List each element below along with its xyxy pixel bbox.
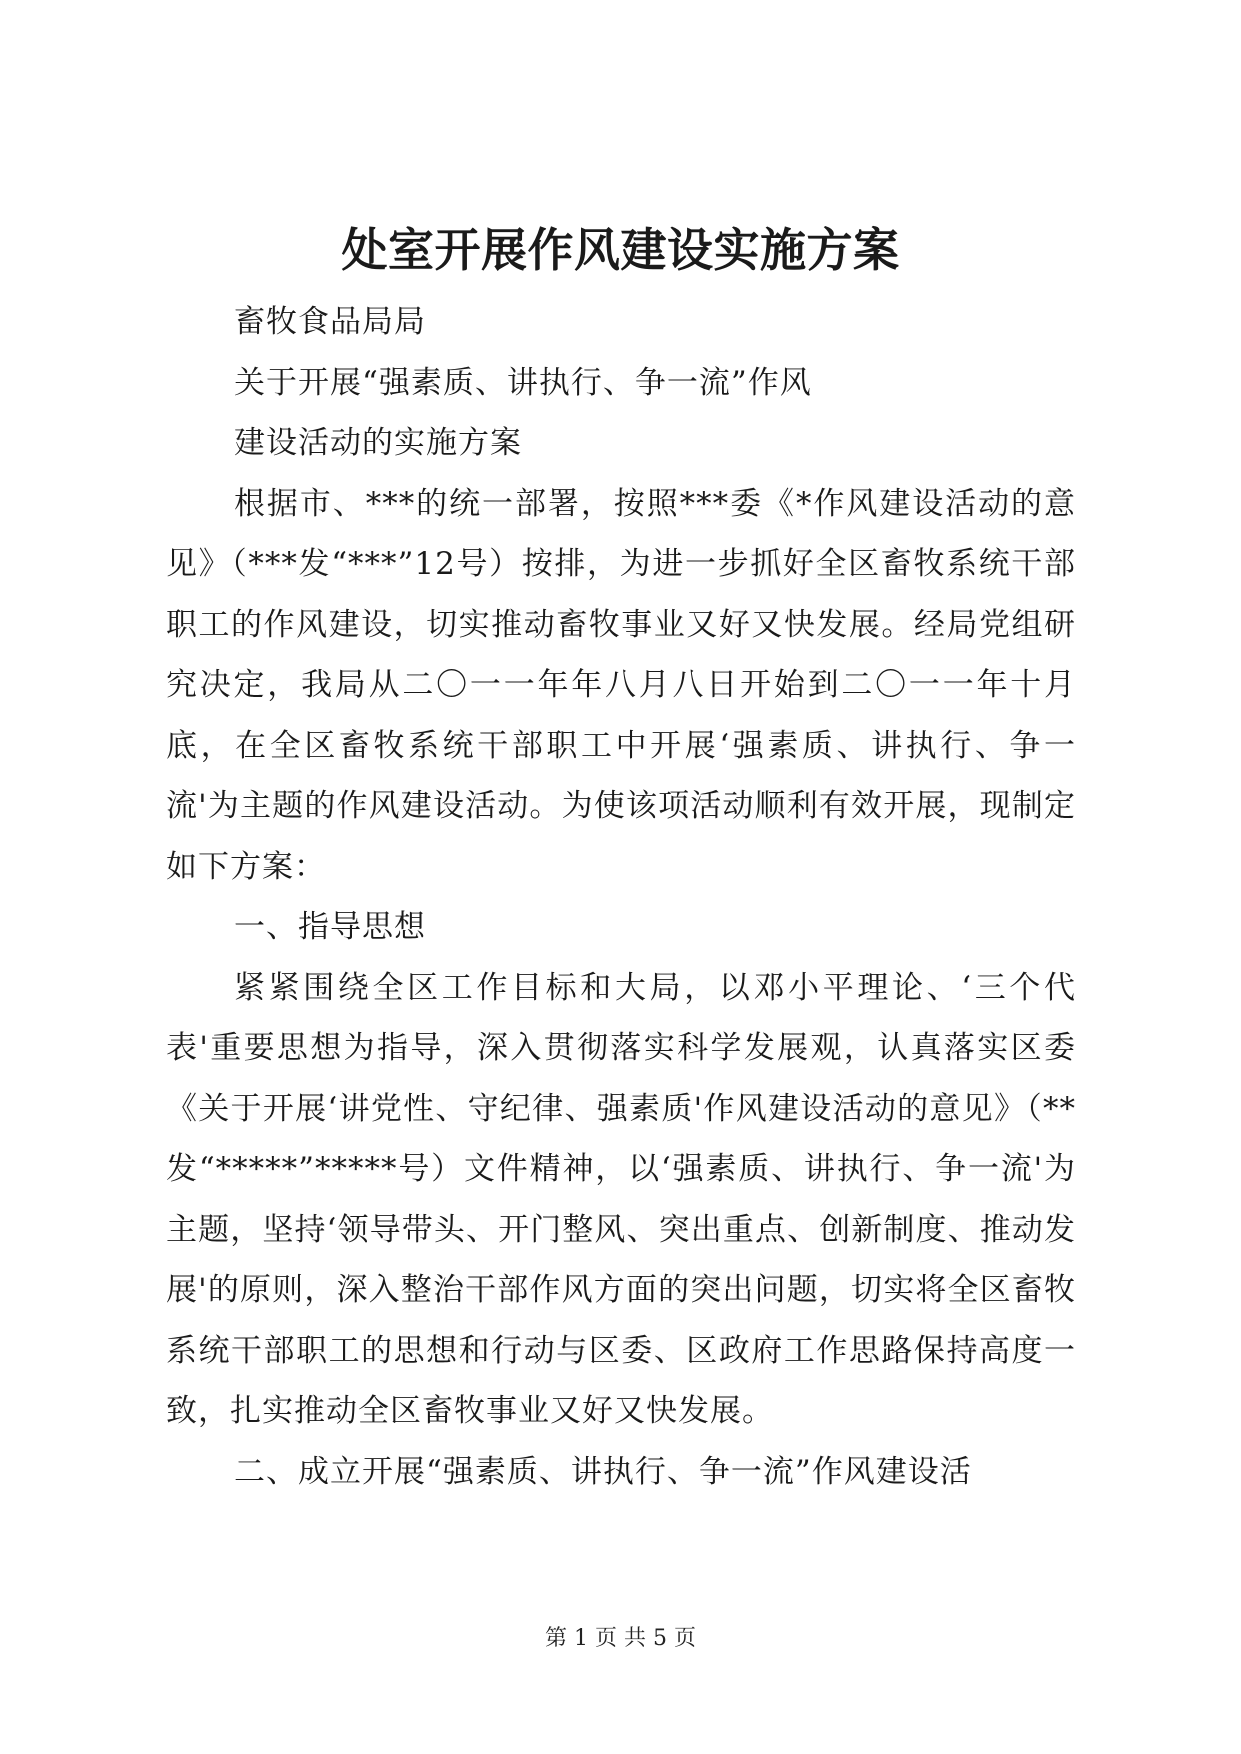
page-footer: 第 1 页 共 5 页 bbox=[545, 1626, 696, 1651]
paragraph-intro: 根据市、***的统一部署，按照***委《*作风建设活动的意见》（***发“***”12号）按排，为进一步抓好全区畜牧系统干部职工的作风建设，切实推动畜牧事业又好又快发展。经局党组研究决定，我局从二〇一一年年八月八日开始到二〇一一年十月底，在全区畜牧系统干部职工中开展‘强素质、讲执行、争一流'为主题的作风建设活动。为使该项活动顺利有效开展，现制定如下方案： bbox=[166, 485, 1076, 885]
section-heading-guiding-thought: 一、指导思想 bbox=[234, 909, 426, 945]
paragraph-subject-line-1: 关于开展“强素质、讲执行、争一流”作风 bbox=[234, 364, 812, 401]
paragraph-guiding-thought: 紧紧围绕全区工作目标和大局，以邓小平理论、‘三个代表'重要思想为指导，深入贯彻落实科学发展观，认真落实区委《关于开展‘讲党性、守纪律、强素质'作风建设活动的意见》（**发“*****”*****号）文件精神，以‘强素质、讲执行、争一流'为主题，坚持‘领导带头、开门整风、突出重点、创新制度、推动发展'的原则，深入整治干部作风方面的突出问题，切实将全区畜牧系统干部职工的思想和行动与区委、区政府工作思路保持高度一致，扎实推动全区畜牧事业又好又快发展。 bbox=[166, 969, 1076, 1429]
section-heading-organization: 二、成立开展“强素质、讲执行、争一流”作风建设活 bbox=[234, 1453, 972, 1490]
paragraph-issuer: 畜牧食品局局 bbox=[234, 304, 426, 340]
document-body bbox=[166, 292, 1076, 1502]
paragraph-subject-line-2: 建设活动的实施方案 bbox=[234, 425, 522, 461]
document-title: 处室开展作风建设实施方案 bbox=[341, 223, 900, 277]
